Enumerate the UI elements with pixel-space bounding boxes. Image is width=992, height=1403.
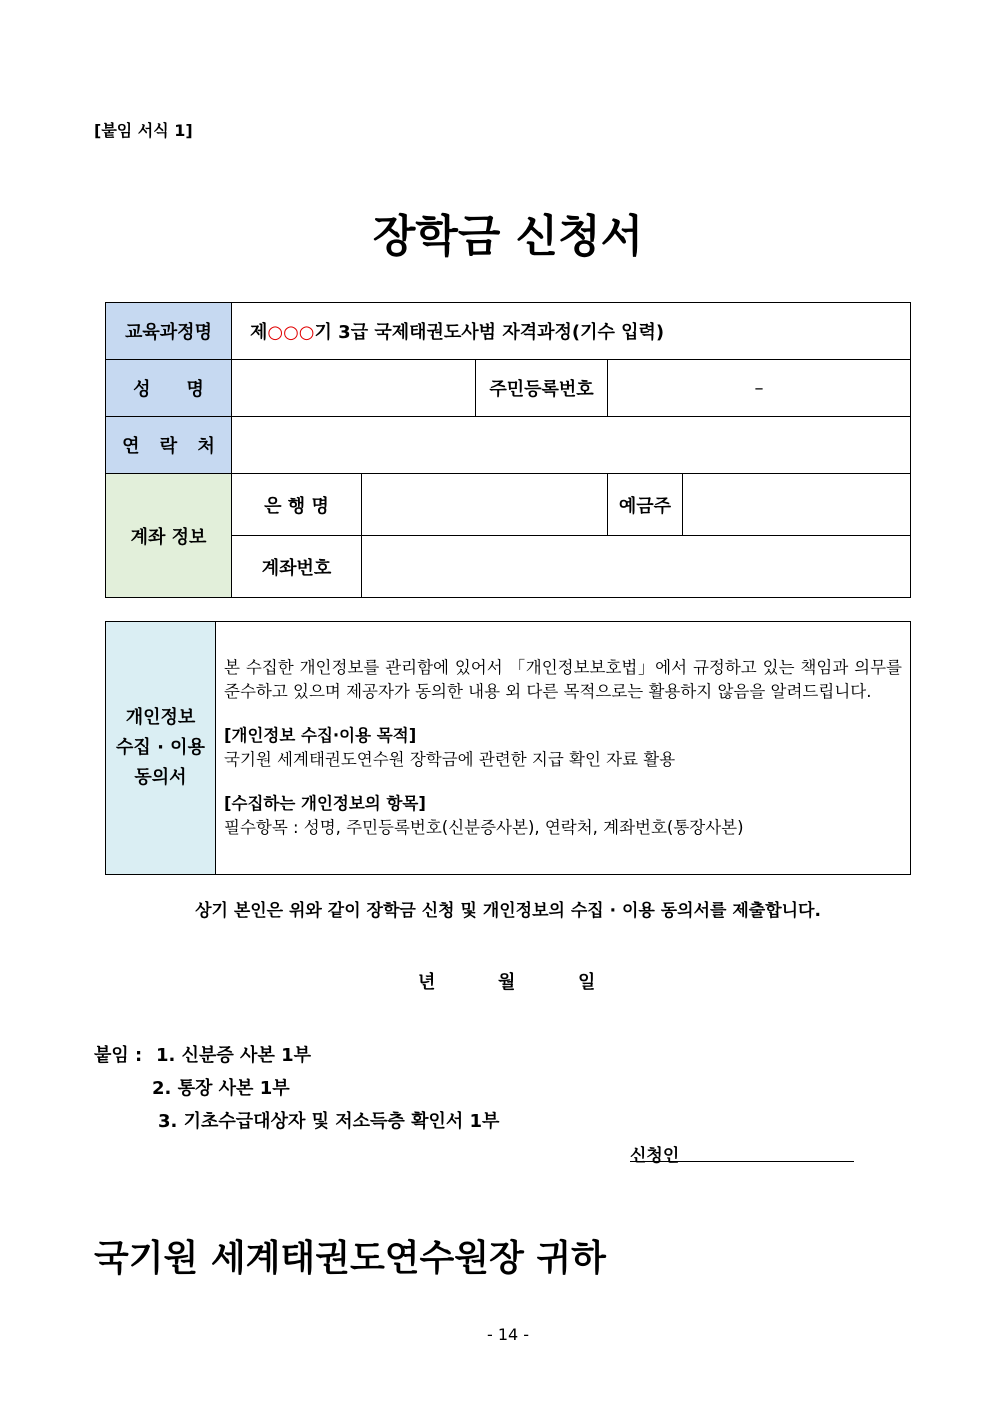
consent-intro: 본 수집한 개인정보를 관리함에 있어서 「개인정보보호법」에서 규정하고 있는 책임과 의무를 준수하고 있으며 제공자가 동의한 내용 외 다른 목적으로는 활용하지 않음을 알려드립니다. [224,658,902,701]
rrn-label: 주민등록번호 [476,360,608,417]
attachment-item: 1. 신분증 사본 1부 [156,1045,312,1066]
course-field[interactable] [232,303,911,360]
course-label: 교육과정명 [106,303,232,360]
applicant-label: 신청인 [630,1146,680,1166]
consent-label-line: 수집 · 이용 [116,737,205,758]
consent-label-line: 동의서 [134,767,187,788]
course-number-placeholder: ○○○ [267,322,315,343]
items-text: 필수항목 : 성명, 주민등록번호(신분증사본), 연락처, 계좌번호(통장사본) [224,818,744,837]
consent-table [105,621,911,875]
course-suffix: 기 3급 국제태권도사범 자격과정(기수 입력) [314,322,665,343]
items-heading: [수집하는 개인정보의 항목] [224,794,426,813]
bank-field[interactable] [362,474,608,536]
account-number-field[interactable] [362,536,911,598]
course-prefix: 제 [250,322,268,343]
name-label: 성 명 [106,360,232,417]
date-year: 년 [418,972,436,993]
attachment-item: 3. 기초수급대상자 및 저소득층 확인서 1부 [158,1111,500,1132]
contact-field[interactable] [232,417,911,474]
attachment-item: 2. 통장 사본 1부 [152,1078,290,1099]
consent-label [106,622,216,875]
holder-field[interactable] [683,474,911,536]
consent-body [216,622,911,875]
date-day: 일 [578,972,596,993]
page-title: 장학금 신청서 [372,211,644,262]
applicant-info-table [105,302,911,598]
holder-label: 예금주 [608,474,683,536]
bank-label: 은 행 명 [232,474,362,536]
attachments-label: 붙임 : [94,1045,149,1066]
form-tag: [붙임 서식 1] [94,121,193,140]
rrn-field[interactable]: – [608,360,911,417]
page-number: - 14 - [486,1325,530,1344]
signature-line[interactable] [630,1161,854,1162]
account-info-label: 계좌 정보 [106,474,232,598]
declaration: 상기 본인은 위와 같이 장학금 신청 및 개인정보의 수집 · 이용 동의서를 제출합니다. [195,901,821,921]
purpose-heading: [개인정보 수집·이용 목적] [224,726,417,745]
purpose-text: 국기원 세계태권도연수원 장학금에 관련한 지급 확인 자료 활용 [224,750,676,769]
name-field[interactable] [232,360,476,417]
account-number-label: 계좌번호 [232,536,362,598]
addressee: 국기원 세계태권도연수원장 귀하 [94,1238,606,1279]
consent-label-line: 개인정보 [125,707,196,728]
date-month: 월 [498,972,516,993]
contact-label: 연 락 처 [106,417,232,474]
